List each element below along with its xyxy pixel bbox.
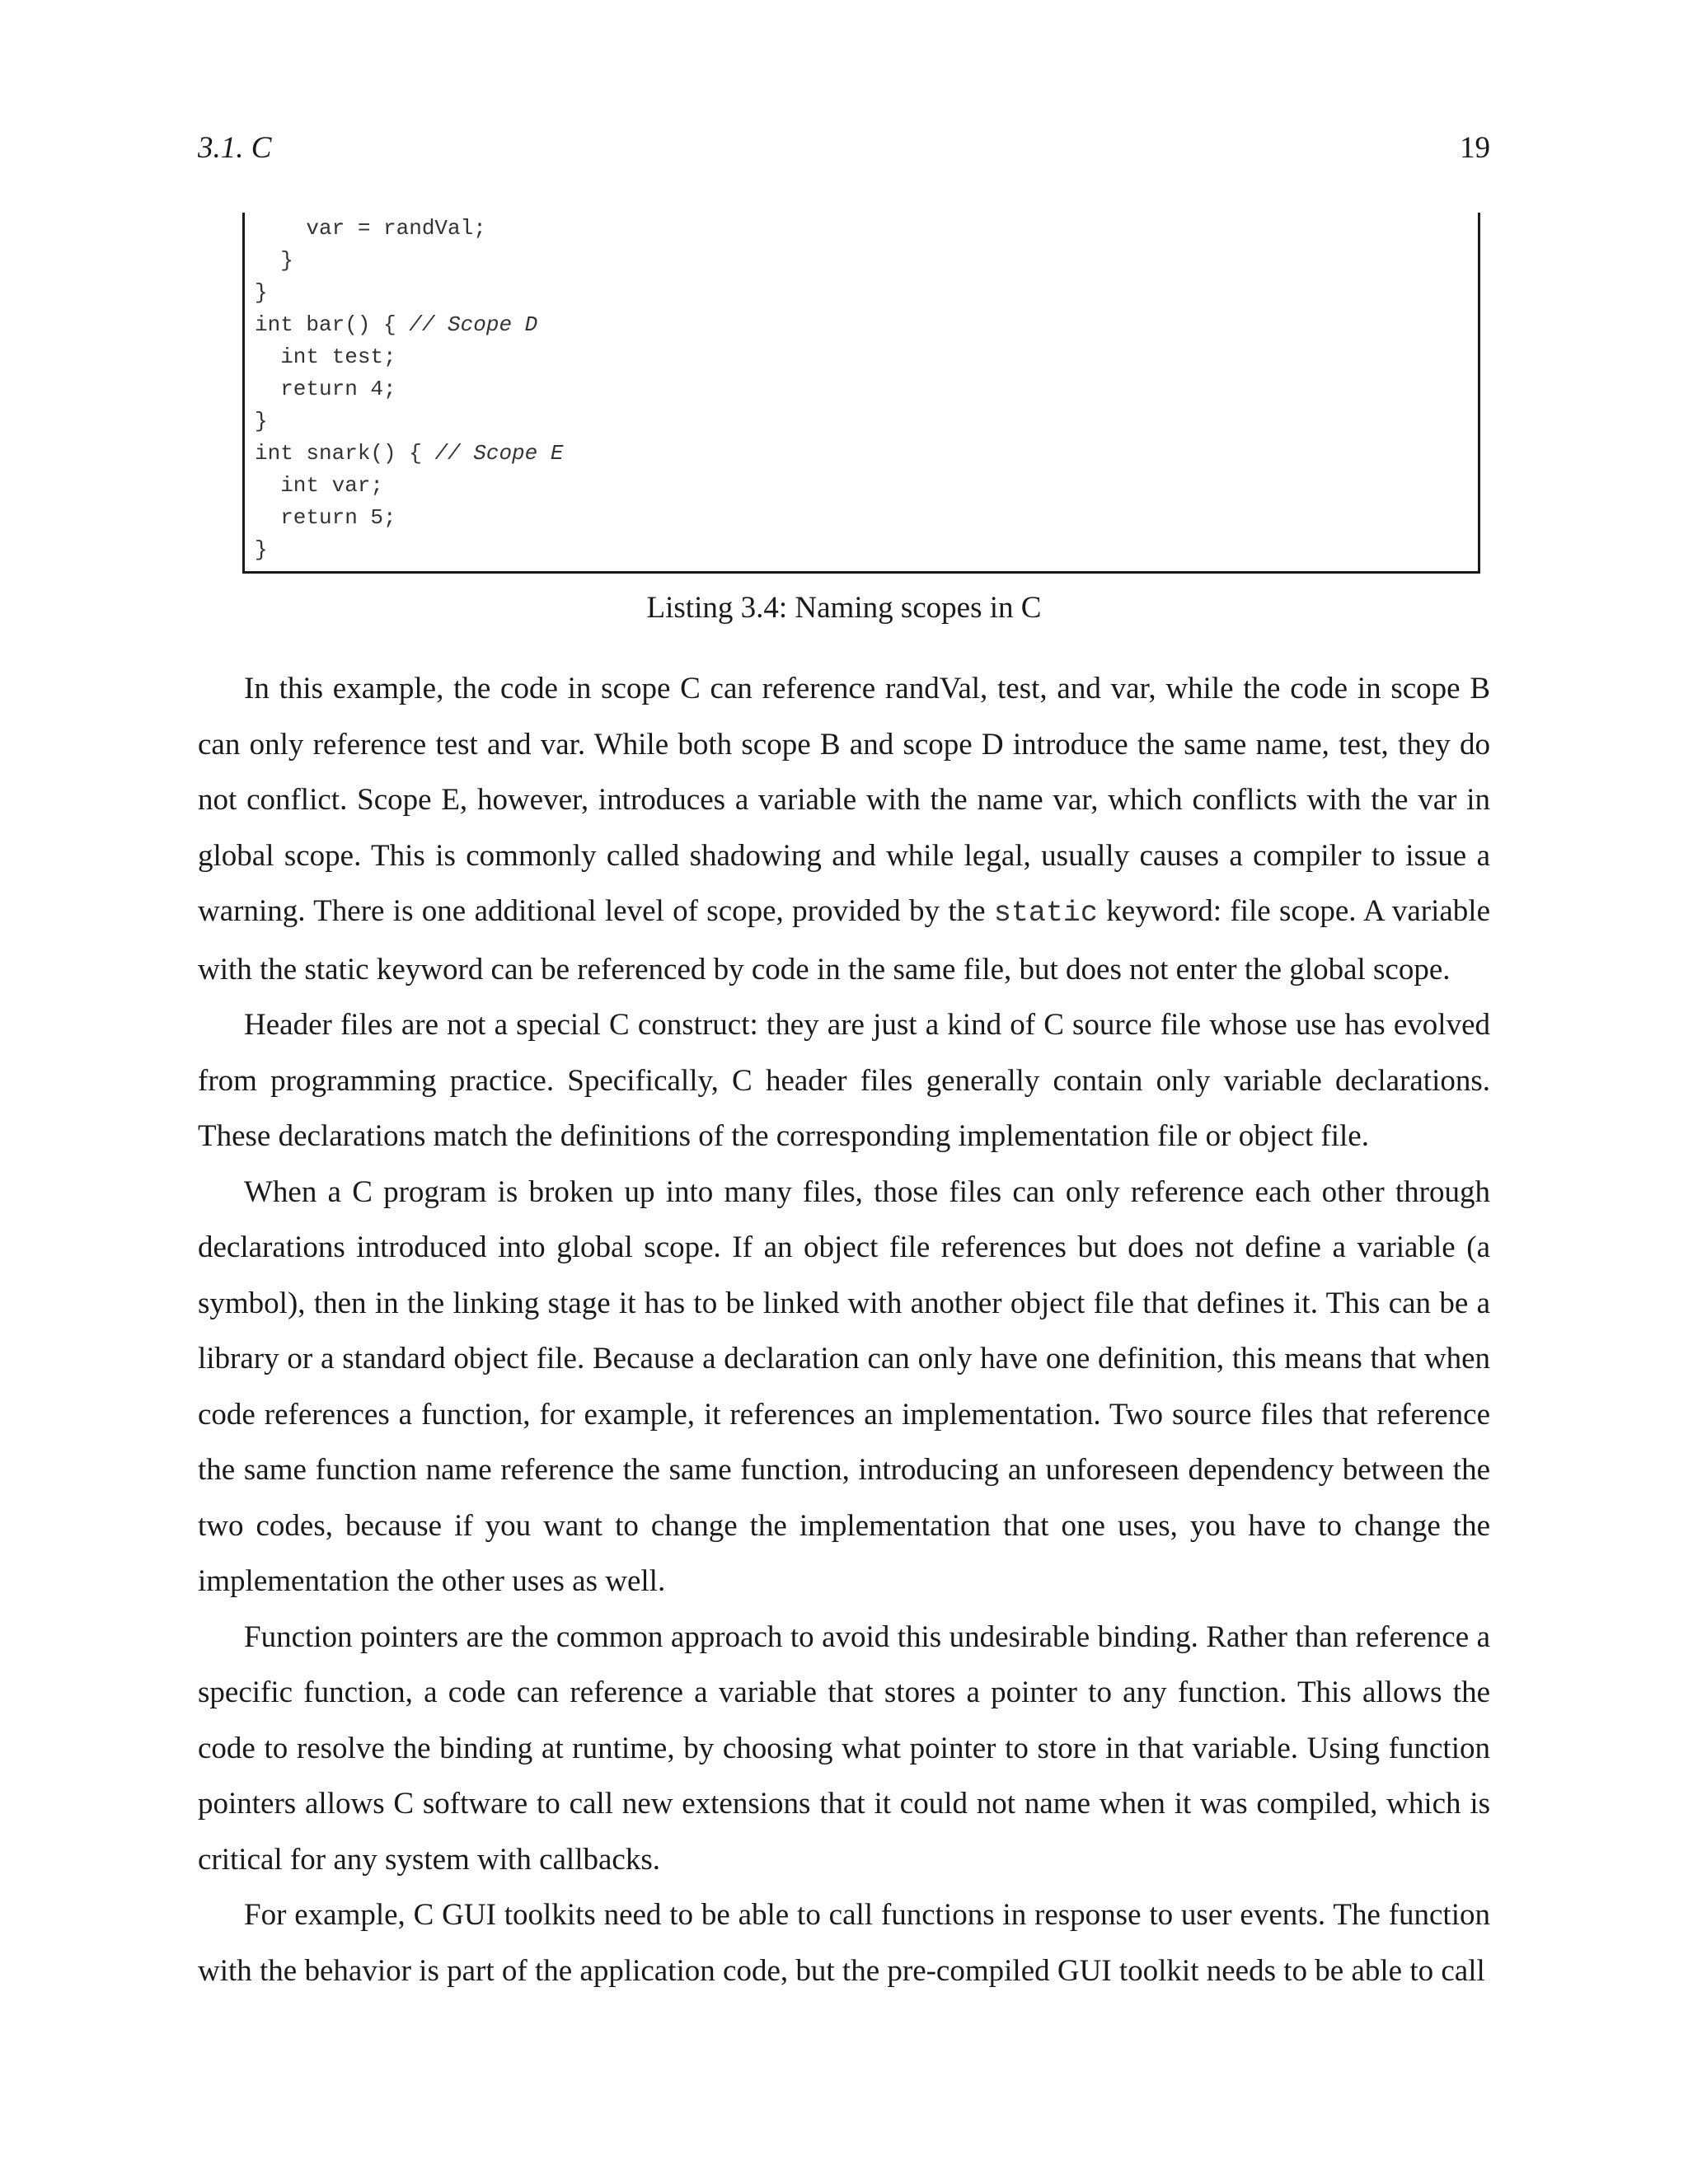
code-line: int var; [255,473,384,498]
code-line: } [255,280,268,305]
inline-code: static [993,897,1098,930]
paragraph: Function pointers are the common approach to avoid this undesirable binding. Rather than reference a specific function, a code can reference a variable that stores a pointer to any function. This allows the code to resolve the binding at runtime, by choosing what pointer to store in that variable. Using function pointers allows C software to call new extensions that it could not name when it was compiled, which is critical for any system with callbacks. [198,1619,1490,1877]
running-header [198,124,1490,173]
code-block [255,213,563,566]
code-line: int snark() { // Scope E [255,441,564,466]
section-title: 3.1. C [198,131,272,165]
code-line: } [255,248,293,273]
paragraph: In this example, the code in scope C can reference randVal, test, and var, while the code in scope B can only reference test and var. While both scope B and scope D introduce the same name, test, they do not conflict. Scope E, however, introduces a variable with the name var, which conflicts with the var in global scope. This is commonly called shadowing and while legal, usually causes a compiler to issue a warning. There is one additional level of scope, provided by the static keyword: file scope. A variable with the static keyword can be referenced by code in the same file, but does not enter the global scope. [198,672,1490,987]
code-line: } [255,409,268,434]
code-listing [242,213,1480,574]
paragraph: When a C program is broken up into many files, those files can only reference each other through declarations introduced into global scope. If an object file references but does not define a variable (a symbol), then in the linking stage it has to be linked with another object file that defines it. This can be a library or a standard object file. Because a declaration can only have one definition, this means that when code references a function, for example, it references an implementation. Two source files that reference the same function name reference the same function, introducing an unforeseen dependency between the two codes, because if you want to change the implementation that one uses, you have to change the implementation the other uses as well. [198,1174,1490,1598]
listing-caption: Listing 3.4: Naming scopes in C [646,591,1042,625]
page-number: 19 [1460,131,1490,165]
code-line: return 4; [255,377,396,401]
code-line: var = randVal; [255,216,486,241]
paragraph: Header files are not a special C construct: they are just a kind of C source file whose use has evolved from programming practice. Specifically, C header files generally contain only variable declarations. These declarations match the definitions of the corresponding implementation file or object file. [198,1008,1490,1153]
body-text [198,661,1490,1999]
code-line: int bar() { // Scope D [255,312,538,337]
code-comment: // Scope E [434,441,564,466]
code-line: } [255,537,268,562]
code-line: int test; [255,344,396,369]
code-line: return 5; [255,505,396,530]
code-comment: // Scope D [409,312,538,337]
paragraph: For example, C GUI toolkits need to be able to call functions in response to user events. The function with the behavior is part of the application code, but the pre-compiled GUI toolkit needs to be able to call [198,1898,1490,1988]
